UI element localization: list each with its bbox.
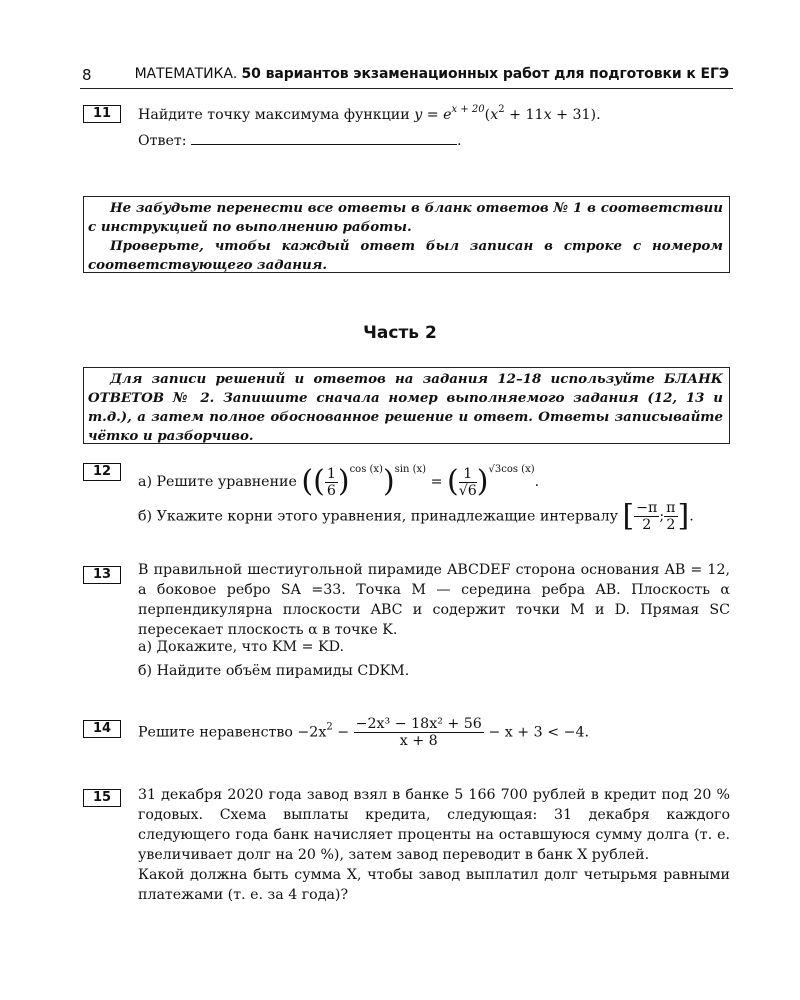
bracket-open: [ (622, 498, 635, 534)
denominator: 2 (666, 517, 676, 533)
answer-blank[interactable] (191, 132, 457, 145)
separator: ; (659, 508, 665, 525)
paren-open: (( (301, 464, 325, 499)
end-dot: . (534, 474, 540, 490)
notice-line-1: Не забудьте перенести все ответы в бланк ответов № 1 в соответствии с инструкцией по выполнению работы. (88, 200, 723, 235)
instruction-box (83, 367, 730, 444)
var-x: x (543, 107, 552, 123)
paren-close: ) (337, 464, 350, 499)
coef: + 11 (504, 107, 544, 123)
notice-line-2: Проверьте, чтобы каждый ответ был записан в строке с номером соответствующего задания. (88, 238, 723, 273)
exponent-sqrt3cos: √3cos (x) (488, 464, 535, 475)
equals: = (422, 107, 444, 123)
task-12-part-a (138, 460, 539, 499)
task-14-lead: Решите неравенство −2x (138, 724, 327, 741)
task-13-a: а) Докажите, что KM = KD. (138, 639, 344, 655)
var-x: x (490, 107, 499, 123)
exponent-sin: sin (x) (394, 464, 427, 475)
denominator: x + 8 (399, 733, 438, 749)
task-14-statement (138, 716, 589, 749)
notice-box (83, 196, 730, 273)
task-number-13: 13 (83, 566, 121, 584)
equals: = (426, 474, 447, 490)
numerator: 1 (326, 465, 336, 482)
book-title-prefix: МАТЕМАТИКА. (134, 66, 238, 82)
exponent: x + 20 (451, 104, 485, 115)
var-y: y (414, 107, 423, 123)
end-dot: . (689, 508, 694, 525)
task-13-text: В правильной шестиугольной пирамиде ABCDEF сторона основания AB = 12, а боковое ребро SA =33. Точка M — середина ребра AB. Плоскость α перпендикулярна плоскости ABC и содержит точки M и D. Прямая SC пересекает плоскость α в точке K. (138, 562, 730, 638)
numerator: −π (636, 500, 658, 516)
denominator: 6 (326, 482, 336, 499)
fraction-minus-pi-2 (634, 500, 659, 533)
fraction-1-6 (325, 466, 338, 499)
tail: + 31). (551, 107, 601, 123)
task-14-tail: − x + 3 < −4. (483, 724, 590, 741)
fraction-pi-2 (664, 500, 677, 533)
bracket-close: ] (677, 498, 690, 534)
task-11-answer-line (138, 131, 462, 151)
paren-open: ( (447, 464, 459, 499)
task-15-text: 31 декабря 2020 года завод взял в банке 5 166 700 рублей в кредит под 20 % годовых. Схема выплаты кредита, следующая: 31 декабря каждого следующего года банк начисляет проценты на оставшуюся сумму долга (т. е. увеличивает долг на 20 %), затем завод переводит в банк X рублей. (138, 787, 730, 863)
paren-close: ) (382, 464, 395, 499)
minus: − (332, 724, 354, 741)
task-11-statement (138, 100, 601, 125)
square: 2 (326, 721, 333, 733)
page-number: 8 (82, 66, 92, 84)
var-e: e (443, 107, 452, 123)
numerator: −2x³ − 18x² + 56 (355, 716, 482, 732)
fraction-1-sqrt6 (459, 466, 477, 499)
task-number-14: 14 (83, 720, 121, 738)
task-12-part-b (138, 500, 694, 533)
numerator: π (666, 500, 676, 516)
square: 2 (498, 104, 505, 115)
page-header (80, 66, 733, 89)
instruction-text: Для записи решений и ответов на задания 12–18 используйте БЛАНК ОТВЕТОВ № 2. Запишите сначала номер выполняемого задания (12, 13 и т.д.), а затем полное обоснованное решение и ответ. Ответы записывайте чётко и разборчиво. (88, 371, 723, 444)
paren: ( (484, 107, 491, 123)
part-title: Часть 2 (363, 323, 437, 343)
task-11-text: Найдите точку максимума функции (138, 107, 415, 123)
book-title (135, 66, 729, 82)
paren-close: ) (476, 464, 489, 499)
numerator: 1 (459, 466, 477, 483)
book-title-main: 50 вариантов экзаменационных работ для подготовки к ЕГЭ (241, 66, 729, 82)
fraction (354, 716, 484, 749)
task-number-12: 12 (83, 463, 121, 481)
task-15-question: Какой должна быть сумма X, чтобы завод выплатил долг четырьмя равными платежами (т. е. за 4 года)? (138, 867, 730, 903)
task-13-b: б) Найдите объём пирамиды CDKM. (138, 663, 410, 679)
denominator: 2 (642, 517, 652, 533)
denominator: √6 (458, 482, 477, 499)
answer-end: . (457, 133, 462, 149)
task-number-11: 11 (83, 105, 121, 123)
task-12-b-label: б) Укажите корни этого уравнения, принадлежащие интервалу (138, 508, 623, 525)
exponent-cos: cos (x) (349, 464, 383, 475)
task-number-15: 15 (83, 789, 121, 807)
answer-label: Ответ: (138, 133, 192, 149)
task-12-a-label: а) Решите уравнение (138, 474, 302, 490)
